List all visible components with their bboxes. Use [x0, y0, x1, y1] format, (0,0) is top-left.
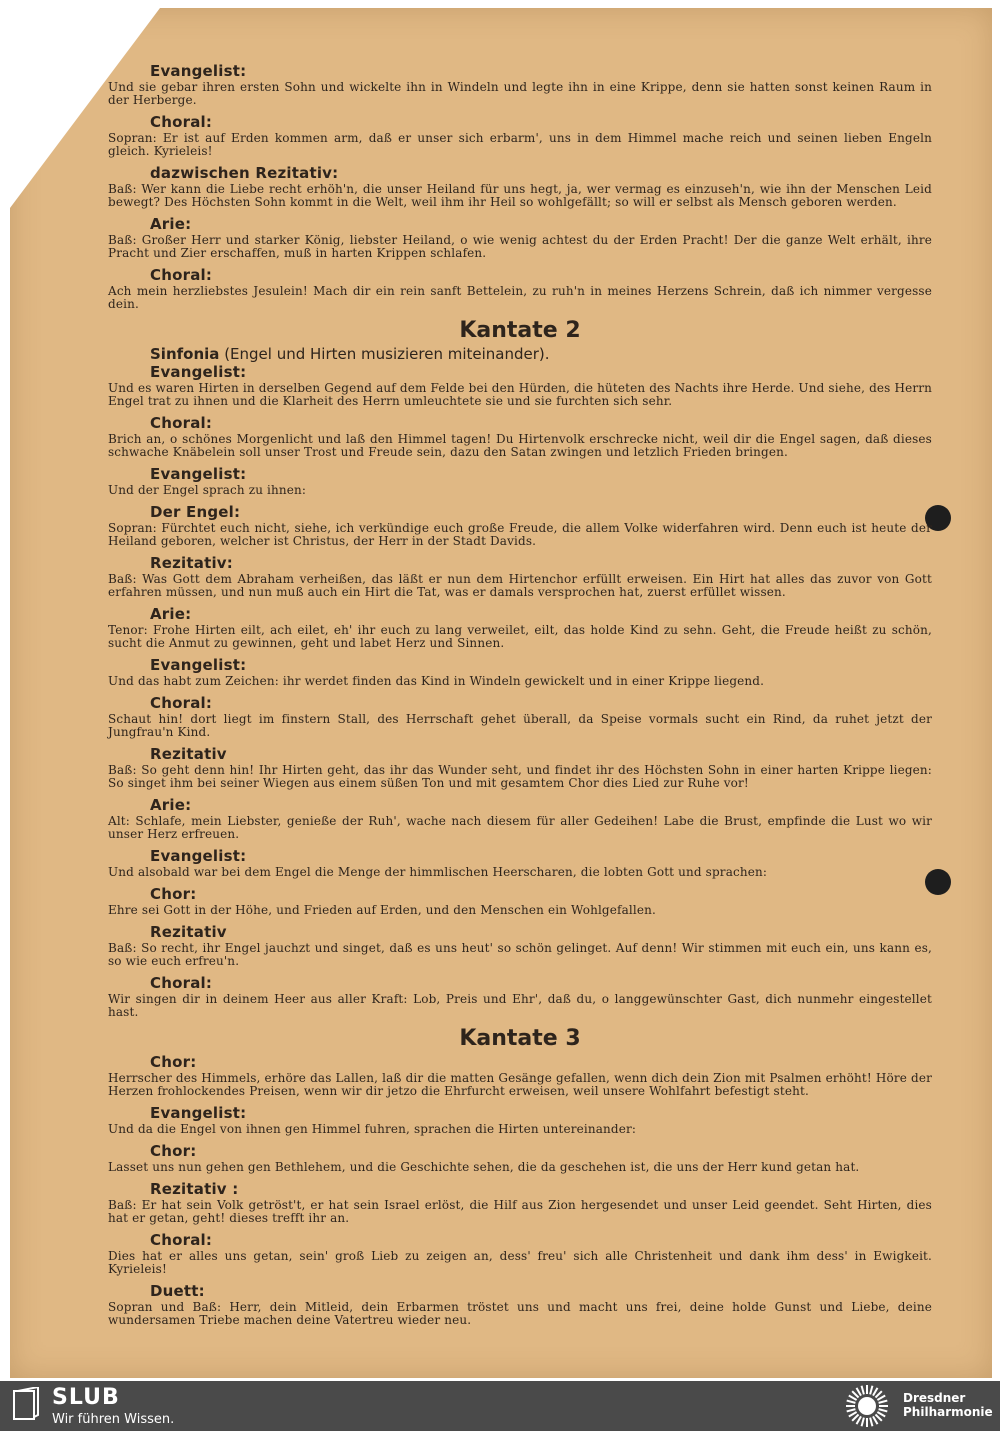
part-text: Baß: So recht, ihr Engel jauchzt und singet, daß es uns heut' so schön gelinget. Auf denn! Wir stimmen mit euch ein, uns kann es, so wie euch erfreu'n.: [108, 941, 932, 968]
part-text: Und der Engel sprach zu ihnen:: [108, 483, 307, 497]
section: [108, 62, 932, 107]
part-text: Ehre sei Gott in der Höhe, und Frieden auf Erden, und den Menschen ein Wohlgefallen.: [108, 903, 656, 917]
section: [108, 656, 932, 688]
section: [108, 974, 932, 1019]
part-text: Tenor: Frohe Hirten eilt, ach eilet, eh' ihr euch zu lang verweilet, eilt, das holde Kind zu sehn. Geht, die Freude heißt zu schön, sucht die Anmut zu gewinnen, geht und labet Herz und Sinnen.: [108, 623, 932, 650]
section: [108, 465, 932, 497]
document-text: [108, 62, 932, 1333]
section: [108, 847, 932, 879]
part-text: Baß: Großer Herr und starker König, liebster Heiland, o wie wenig achtest du der Erden Pracht! Der die ganze Welt erhält, ihre Pracht und Zier erschaffen, muß in harten Krippen schlafen.: [108, 233, 932, 260]
part-heading: Choral:: [150, 974, 213, 992]
part-heading: Choral:: [150, 113, 213, 131]
part-heading: dazwischen Rezitativ:: [150, 164, 339, 182]
slub-name: SLUB: [52, 1385, 120, 1410]
section: [108, 1231, 932, 1276]
section: [108, 745, 932, 790]
philharmonie-logo-icon: [842, 1383, 892, 1429]
section: [108, 1025, 932, 1053]
part-text: Baß: Er hat sein Volk getröst't, er hat sein Israel erlöst, die Hilf aus Zion hergesendet und unser Leid geendet. Seht Hirten, dies hat er getan, geht! dieses trefft ihr an.: [108, 1198, 932, 1225]
part-heading: Der Engel:: [150, 503, 241, 521]
part-heading: Choral:: [150, 694, 213, 712]
part-text: Baß: So geht denn hin! Ihr Hirten geht, das ihr das Wunder seht, und findet ihr des Höchsten Sohn in einer harten Krippe liegen: So singet ihm bei seiner Wiegen aus einem süßen Ton und mit gesamtem Chor dies Lied zur Ruhe vor!: [108, 763, 932, 790]
slub-tagline: Wir führen Wissen.: [52, 1412, 175, 1427]
part-text: Alt: Schlafe, mein Liebster, genieße der Ruh', wache nach diesem für aller Gedeihen! Labe die Brust, empfinde die Lust wo wir unser Herz erfreuen.: [108, 814, 932, 841]
part-heading: Choral:: [150, 266, 213, 284]
section: [108, 266, 932, 311]
part-text: Lasset uns nun gehen gen Bethlehem, und die Geschichte sehen, die da geschehen ist, die uns der Herr kund getan hat.: [108, 1160, 860, 1174]
part-heading: Evangelist:: [150, 1104, 247, 1122]
sinfonia-note: (Engel und Hirten musizieren miteinander).: [224, 345, 550, 363]
part-text: Und sie gebar ihren ersten Sohn und wickelte ihn in Windeln und legte ihn in eine Krippe, denn sie hatten sonst keinen Raum in der Herberge.: [108, 80, 932, 107]
footer-bar: [0, 1381, 1000, 1431]
part-text: Herrscher des Himmels, erhöre das Lallen, laß dir die matten Gesänge gefallen, wenn dich dein Zion mit Psalmen erhöht! Höre der Herzen frohlockendes Preisen, wenn wir dir jetzo die Ehrfurcht erweisen, weil unsere Wohlfahrt befestigt steht.: [108, 1071, 932, 1098]
part-heading: Chor:: [150, 1142, 197, 1160]
part-heading: Arie:: [150, 215, 192, 233]
section: [108, 694, 932, 739]
sinfonia-title: Sinfonia: [150, 345, 220, 363]
section: [108, 363, 932, 408]
part-text: Sopran und Baß: Herr, dein Mitleid, dein Erbarmen tröstet uns und macht uns frei, deine holde Gunst und Liebe, deine wundersamen Triebe machen deine Vatertreu wieder neu.: [108, 1300, 932, 1327]
kantate-heading: Kantate 3: [459, 1026, 581, 1051]
sinfonia-heading: [150, 345, 932, 363]
section: [108, 1282, 932, 1327]
part-heading: Evangelist:: [150, 62, 247, 80]
part-text: Brich an, o schönes Morgenlicht und laß den Himmel tagen! Du Hirtenvolk erschrecke nicht, weil dir die Engel sagen, daß dieses schwache Knäbelein soll unser Trost und Freude sein, dazu den Satan zwingen und letzlich Frieden bringen.: [108, 432, 932, 459]
part-heading: Arie:: [150, 605, 192, 623]
section: [108, 1104, 932, 1136]
part-heading: Chor:: [150, 1053, 197, 1071]
section: [108, 605, 932, 650]
philharmonie-name-line1: Dresdner: [903, 1391, 966, 1405]
part-heading: Rezitativ: [150, 745, 227, 763]
part-text: Baß: Was Gott dem Abraham verheißen, das läßt er nun dem Hirtenchor erfüllt erweisen. Ein Hirt hat alles das zuvor von Gott erfahren müssen, und nun muß auch ein Hirt die Tat, was er damals versprochen hat, zuerst erfüllet wissen.: [108, 572, 932, 599]
part-text: Sopran: Er ist auf Erden kommen arm, daß er unser sich erbarm', uns in dem Himmel mache reich und seinen lieben Engeln gleich. Kyrieleis!: [108, 131, 932, 158]
section: [108, 503, 932, 548]
section: [108, 317, 932, 345]
part-heading: Arie:: [150, 796, 192, 814]
part-heading: Choral:: [150, 1231, 213, 1249]
part-heading: Duett:: [150, 1282, 205, 1300]
part-text: Dies hat er alles uns getan, sein' groß Lieb zu zeigen an, dess' freu' sich alle Christenheit und dank ihm dess' in Ewigkeit. Kyrieleis!: [108, 1249, 932, 1276]
part-heading: Rezitativ:: [150, 554, 233, 572]
part-text: Schaut hin! dort liegt im finstern Stall, des Herrschaft gehet überall, da Speise vormals sucht ein Rind, da ruhet jetzt der Jungfrau'n Kind.: [108, 712, 932, 739]
part-heading: Evangelist:: [150, 847, 247, 865]
section: [108, 796, 932, 841]
philharmonie-name-line2: Philharmonie: [903, 1405, 993, 1419]
part-heading: Evangelist:: [150, 465, 247, 483]
part-heading: Rezitativ: [150, 923, 227, 941]
section: [108, 113, 932, 158]
section: [108, 1053, 932, 1098]
part-heading: Rezitativ :: [150, 1180, 239, 1198]
section: [108, 885, 932, 917]
section: [108, 1142, 932, 1174]
part-heading: Choral:: [150, 414, 213, 432]
section: [108, 1180, 932, 1225]
slub-logo-icon: [12, 1387, 40, 1421]
section: [108, 215, 932, 260]
kantate-heading: Kantate 2: [459, 318, 581, 343]
section: [108, 554, 932, 599]
section: [108, 923, 932, 968]
part-text: Und da die Engel von ihnen gen Himmel fuhren, sprachen die Hirten untereinander:: [108, 1122, 637, 1136]
part-text: Ach mein herzliebstes Jesulein! Mach dir ein rein sanft Bettelein, zu ruh'n in meines Herzens Schrein, daß ich nimmer vergesse dein.: [108, 284, 932, 311]
part-text: Und das habt zum Zeichen: ihr werdet finden das Kind in Windeln gewickelt und in einer Krippe liegend.: [108, 674, 765, 688]
part-text: Und alsobald war bei dem Engel die Menge der himmlischen Heerscharen, die lobten Gott und sprachen:: [108, 865, 768, 879]
section: [108, 414, 932, 459]
section: [108, 164, 932, 209]
part-text: Sopran: Fürchtet euch nicht, siehe, ich verkündige euch große Freude, die allem Volke widerfahren wird. Denn euch ist heute der Heiland geboren, welcher ist Christus, der Herr in der Stadt Davids.: [108, 521, 932, 548]
part-heading: Evangelist:: [150, 363, 247, 381]
part-heading: Evangelist:: [150, 656, 247, 674]
part-heading: Chor:: [150, 885, 197, 903]
part-text: Wir singen dir in deinem Heer aus aller Kraft: Lob, Preis und Ehr', daß du, o langgewünschter Gast, dich nunmehr eingestellet hast.: [108, 992, 932, 1019]
section: [108, 345, 932, 363]
part-text: Baß: Wer kann die Liebe recht erhöh'n, die unser Heiland für uns hegt, ja, wer vermag es einzuseh'n, wie ihn der Menschen Leid bewegt? Des Höchsten Sohn kommt in die Welt, weil ihm ihr Heil so wohlgefällt; so will er selbst als Mensch geboren werden.: [108, 182, 932, 209]
part-text: Und es waren Hirten in derselben Gegend auf dem Felde bei den Hürden, die hüteten des Nachts ihre Herde. Und siehe, des Herrn Engel trat zu ihnen und die Klarheit des Herrn umleuchtete sie und sie furchten sich sehr.: [108, 381, 932, 408]
